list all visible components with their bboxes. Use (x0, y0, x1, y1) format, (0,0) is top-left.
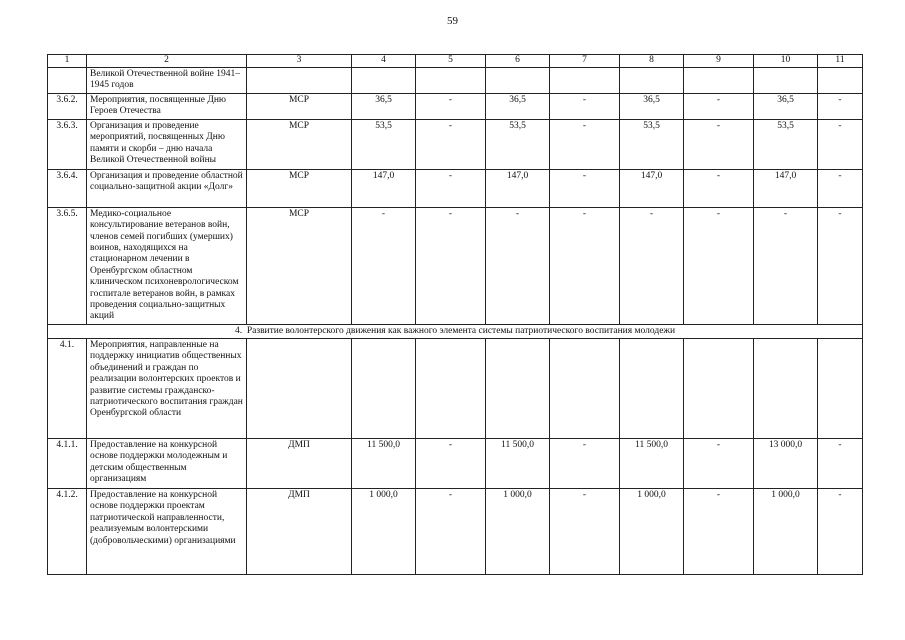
row-value: - (684, 119, 754, 169)
section-title: Развитие волонтерского движения как важного элемента системы патриотического воспитания молодежи (246, 325, 676, 336)
row-name: Великой Отечественной войне 1941–1945 годов (87, 68, 247, 94)
row-value: - (818, 489, 863, 575)
table-row (48, 339, 863, 439)
row-value: - (550, 119, 620, 169)
row-executor: ДМП (247, 439, 352, 489)
section-number: 4. (234, 325, 243, 336)
row-value: - (684, 489, 754, 575)
row-value (352, 339, 416, 439)
row-code: 3.6.4. (48, 169, 87, 207)
column-number: 11 (818, 55, 863, 68)
row-value: 147,0 (620, 169, 684, 207)
row-name: Предоставление на конкурсной основе поддержки проектам патриотической направленности, реализуемым волонтерскими (добровольческими) организациями (87, 489, 247, 575)
row-value (416, 339, 486, 439)
row-value: - (416, 94, 486, 120)
row-executor (247, 339, 352, 439)
program-table (47, 54, 863, 575)
column-number: 5 (416, 55, 486, 68)
column-number: 6 (486, 55, 550, 68)
row-value: 11 500,0 (620, 439, 684, 489)
table-row (48, 68, 863, 94)
row-value (620, 339, 684, 439)
row-executor (247, 68, 352, 94)
row-value: - (684, 169, 754, 207)
table-row (48, 439, 863, 489)
row-value: - (754, 207, 818, 324)
row-code: 3.6.5. (48, 207, 87, 324)
row-value: - (550, 439, 620, 489)
row-value: 53,5 (352, 119, 416, 169)
row-value: 1 000,0 (486, 489, 550, 575)
table-row (48, 207, 863, 324)
column-number-row (48, 55, 863, 68)
row-name: Мероприятия, направленные на поддержку инициатив общественных объединений и граждан по реализации волонтерских проектов и развитие системы гражданско-патриотического воспитания граждан Оренбургской области (87, 339, 247, 439)
column-number: 4 (352, 55, 416, 68)
row-value: 36,5 (620, 94, 684, 120)
row-value: 1 000,0 (352, 489, 416, 575)
row-value: - (550, 489, 620, 575)
row-value (550, 68, 620, 94)
row-value (818, 339, 863, 439)
row-value: - (818, 169, 863, 207)
row-value (754, 68, 818, 94)
row-value (416, 68, 486, 94)
row-value (620, 68, 684, 94)
row-name: Организация и проведение мероприятий, посвященных Дню памяти и скорби – дню начала Великой Отечественной войны (87, 119, 247, 169)
row-executor: МСР (247, 119, 352, 169)
row-name: Предоставление на конкурсной основе поддержки молодежным и детским общественным организациям (87, 439, 247, 489)
row-value: - (352, 207, 416, 324)
row-value: - (818, 94, 863, 120)
row-value: 147,0 (486, 169, 550, 207)
column-number: 8 (620, 55, 684, 68)
row-value: - (550, 207, 620, 324)
table-row (48, 489, 863, 575)
row-code (48, 68, 87, 94)
row-value: 36,5 (754, 94, 818, 120)
column-number: 2 (87, 55, 247, 68)
column-number: 10 (754, 55, 818, 68)
row-value: - (416, 489, 486, 575)
row-value: 11 500,0 (486, 439, 550, 489)
row-value: 53,5 (620, 119, 684, 169)
row-executor: МСР (247, 94, 352, 120)
table-row (48, 119, 863, 169)
row-value: - (620, 207, 684, 324)
column-number: 3 (247, 55, 352, 68)
row-code: 4.1.1. (48, 439, 87, 489)
row-code: 3.6.3. (48, 119, 87, 169)
row-value (684, 339, 754, 439)
row-value: - (818, 207, 863, 324)
row-value: - (818, 119, 863, 169)
row-executor: МСР (247, 169, 352, 207)
table-row (48, 169, 863, 207)
row-value: 36,5 (352, 94, 416, 120)
row-value: - (550, 169, 620, 207)
table-row (48, 94, 863, 120)
row-value: 13 000,0 (754, 439, 818, 489)
row-value: 147,0 (352, 169, 416, 207)
row-value: - (550, 94, 620, 120)
row-value (486, 68, 550, 94)
row-value: 36,5 (486, 94, 550, 120)
row-value: - (416, 169, 486, 207)
row-value: - (416, 439, 486, 489)
row-value: - (416, 207, 486, 324)
column-number: 7 (550, 55, 620, 68)
row-value: 1 000,0 (754, 489, 818, 575)
row-name: Мероприятия, посвященные Дню Героев Отечества (87, 94, 247, 120)
row-value (352, 68, 416, 94)
row-value: 53,5 (754, 119, 818, 169)
row-value: - (416, 119, 486, 169)
row-code: 3.6.2. (48, 94, 87, 120)
row-value: 147,0 (754, 169, 818, 207)
row-value: 1 000,0 (620, 489, 684, 575)
page-number: 59 (447, 15, 458, 27)
row-value (818, 68, 863, 94)
row-executor: ДМП (247, 489, 352, 575)
row-value: - (684, 207, 754, 324)
section-heading (48, 324, 863, 338)
row-value: - (818, 439, 863, 489)
row-value: - (486, 207, 550, 324)
column-number: 9 (684, 55, 754, 68)
column-number: 1 (48, 55, 87, 68)
row-value (684, 68, 754, 94)
row-value: - (684, 94, 754, 120)
row-value (486, 339, 550, 439)
row-value: - (684, 439, 754, 489)
row-name: Медико-социальное консультирование ветеранов войн, членов семей погибших (умерших) воинов, находящихся на стационарном лечении в Оренбургском областном клиническом психоневрологическом госпитале ветеранов войн, в рамках проведения социально-защитных акций (87, 207, 247, 324)
row-value (754, 339, 818, 439)
row-code: 4.1.2. (48, 489, 87, 575)
section-row (48, 324, 863, 338)
row-value (550, 339, 620, 439)
row-value: 11 500,0 (352, 439, 416, 489)
row-value: 53,5 (486, 119, 550, 169)
row-name: Организация и проведение областной социально-защитной акции «Долг» (87, 169, 247, 207)
row-code: 4.1. (48, 339, 87, 439)
row-executor: МСР (247, 207, 352, 324)
